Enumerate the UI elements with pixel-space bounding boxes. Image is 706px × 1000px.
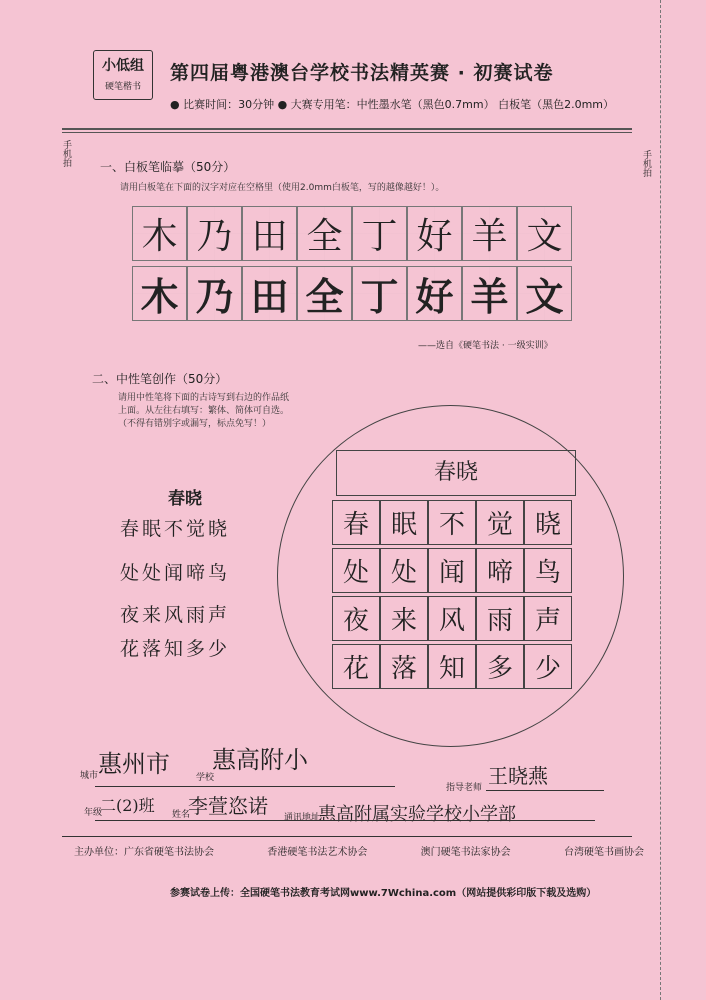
grid-cell: 田 [242, 206, 297, 261]
grid-cell: 木 [132, 266, 187, 321]
section1-instruction: 请用白板笔在下面的汉字对应在空格里（使用2.0mm白板笔，写的越像越好！）。 [120, 183, 445, 193]
form-line [95, 786, 395, 787]
work-title: 春晓 [336, 450, 576, 496]
work-cell: 夜 [332, 596, 380, 641]
scan-edge [660, 0, 673, 1000]
address-value: 惠高附属实验学校小学部 [318, 804, 516, 825]
work-cell: 风 [428, 596, 476, 641]
teacher-value: 王晓燕 [488, 764, 548, 788]
work-cell: 处 [332, 548, 380, 593]
name-value: 李萱恣诺 [188, 794, 268, 818]
school-label: 学校 [196, 773, 215, 783]
work-cell: 不 [428, 500, 476, 545]
grid-cell: 好 [407, 206, 462, 261]
badge-bottom: 硬笔楷书 [104, 82, 141, 92]
source-note: ——选自《硬笔书法 · 一级实训》 [418, 341, 553, 351]
poem-line: 花落知多少 [120, 638, 231, 660]
grid-cell: 丁 [352, 206, 407, 261]
work-cell: 啼 [476, 548, 524, 593]
work-cell: 春 [332, 500, 380, 545]
section2-instruction: （不得有错别字或漏写，标点免写！） [118, 419, 272, 429]
organizer: 香港硬笔书法艺术协会 [267, 847, 368, 858]
grid-cell: 全 [297, 206, 352, 261]
work-cell: 闻 [428, 548, 476, 593]
upload-note: 参赛试卷上传：全国硬笔书法教育考试网www.7Wchina.com（网站提供彩印版下载及选购） [170, 888, 597, 899]
work-row [332, 596, 572, 641]
work-cell: 眠 [380, 500, 428, 545]
page-subtitle: ● 比赛时间：30分钟 ● 大赛专用笔：中性墨水笔（黑色0.7mm） 白板笔（黑色2.0mm） [170, 98, 615, 111]
work-cell: 多 [476, 644, 524, 689]
work-cell: 来 [380, 596, 428, 641]
work-cell: 鸟 [524, 548, 572, 593]
organizer: 澳门硬笔书法家协会 [420, 847, 511, 858]
teacher-label: 指导老师 [446, 783, 483, 793]
section2-heading: 二、中性笔创作（50分） [92, 372, 228, 386]
work-cell: 声 [524, 596, 572, 641]
grid-cell: 田 [242, 266, 297, 321]
grid-cell: 全 [297, 266, 352, 321]
work-cell: 知 [428, 644, 476, 689]
work-cell: 落 [380, 644, 428, 689]
grid-cell: 好 [407, 266, 462, 321]
grid-cell: 文 [517, 206, 572, 261]
side-note-left: 手机拍 [61, 140, 71, 167]
divider [62, 128, 632, 130]
section2-instruction: 请用中性笔将下面的古诗写到右边的作品纸 [118, 393, 290, 403]
poem-title: 春晓 [168, 489, 202, 509]
address-label: 通讯地址 [284, 813, 321, 823]
grade-label: 年级 [84, 808, 103, 818]
work-cell: 少 [524, 644, 572, 689]
school-value: 惠高附小 [212, 746, 308, 774]
work-cell: 处 [380, 548, 428, 593]
group-badge [93, 50, 153, 100]
grid-cell: 丁 [352, 266, 407, 321]
grid-cell: 文 [517, 266, 572, 321]
city-label: 城市 [80, 771, 99, 781]
grid-cell: 木 [132, 206, 187, 261]
organizer: 主办单位：广东省硬笔书法协会 [74, 847, 214, 858]
page-title: 第四届粤港澳台学校书法精英赛 · 初赛试卷 [170, 62, 554, 84]
form-line [95, 820, 595, 821]
badge-top: 小低组 [102, 58, 144, 74]
work-cell: 雨 [476, 596, 524, 641]
divider [62, 836, 632, 837]
poem-line: 处处闻啼鸟 [120, 562, 231, 584]
side-note-right: 手机拍 [641, 150, 651, 177]
grid-cell: 羊 [462, 266, 517, 321]
city-value: 惠州市 [98, 750, 170, 778]
model-row [132, 206, 572, 261]
poem-line: 春眠不觉晓 [120, 518, 231, 540]
name-label: 姓名 [172, 810, 191, 820]
grid-cell: 乃 [187, 206, 242, 261]
section1-heading: 一、白板笔临摹（50分） [100, 160, 236, 174]
grid-cell: 乃 [187, 266, 242, 321]
poem-line: 夜来风雨声 [120, 604, 231, 626]
practice-row [132, 266, 572, 321]
work-row [332, 548, 572, 593]
section2-instruction: 上面。从左往右填写：繁体、简体可自选。 [118, 406, 290, 416]
work-cell: 晓 [524, 500, 572, 545]
organizer: 台湾硬笔书画协会 [563, 847, 644, 858]
form-line [486, 790, 604, 791]
grade-value: 二(2)班 [100, 796, 155, 815]
work-row [332, 500, 572, 545]
divider [62, 132, 632, 133]
grid-cell: 羊 [462, 206, 517, 261]
work-cell: 觉 [476, 500, 524, 545]
organizers [74, 843, 644, 858]
work-row [332, 644, 572, 689]
work-cell: 花 [332, 644, 380, 689]
